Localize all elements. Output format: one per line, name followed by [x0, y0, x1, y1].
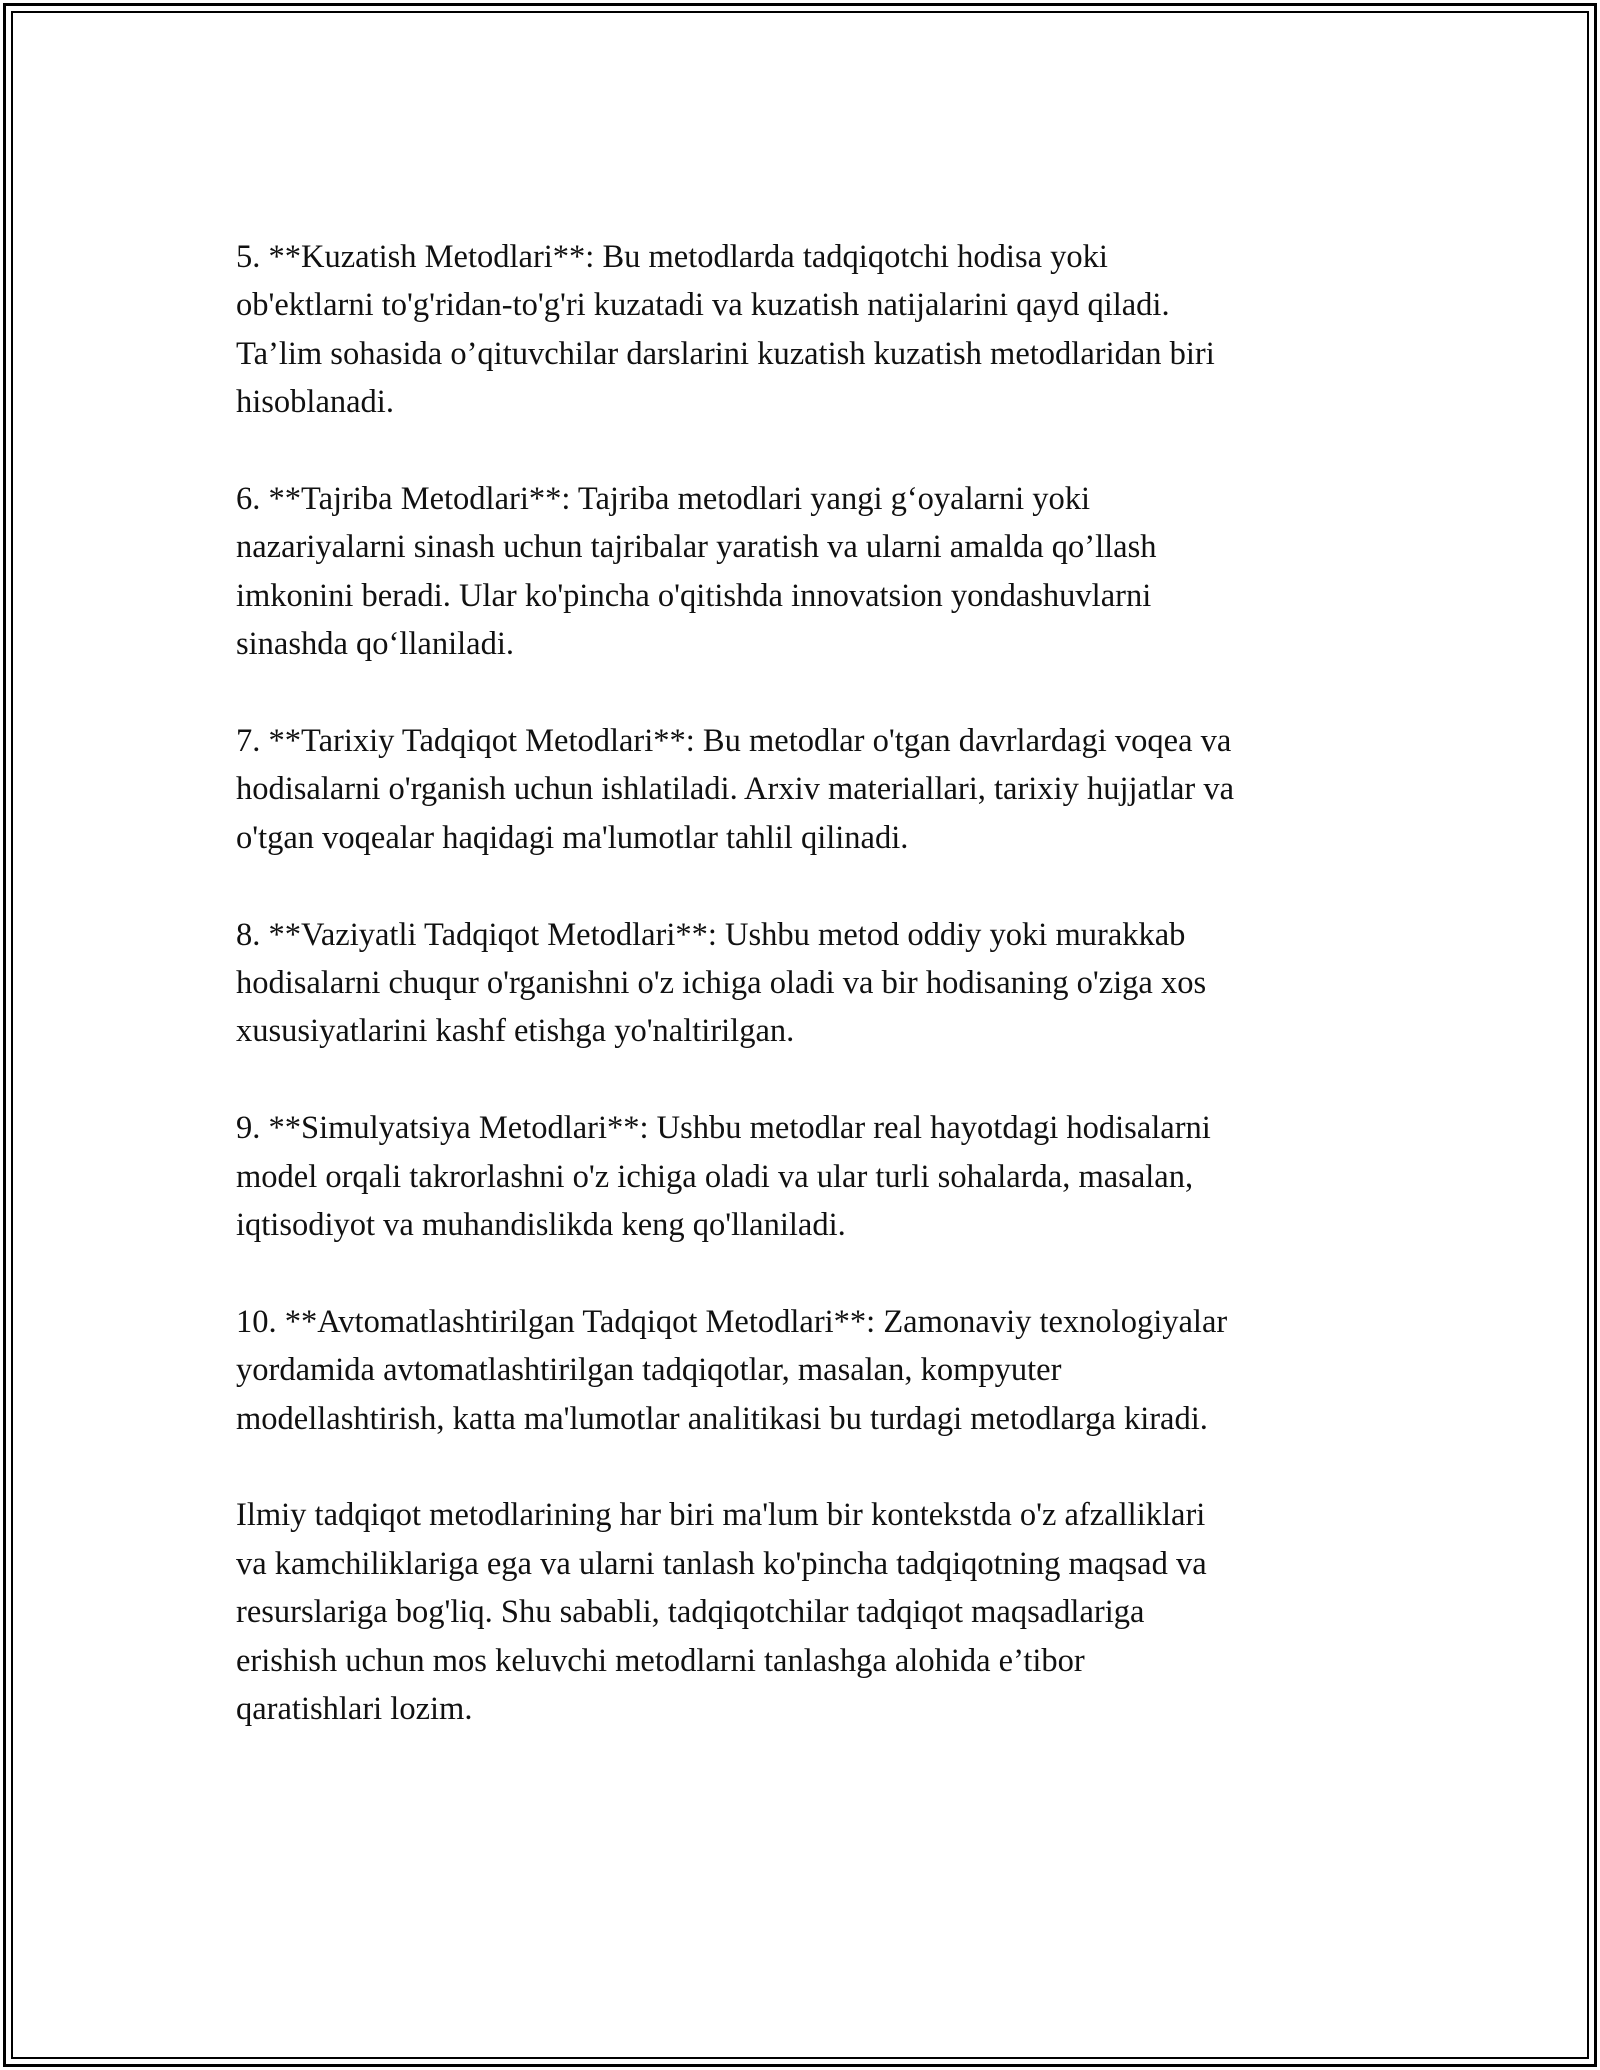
paragraph-tarixiy-tadqiqot-metodlari: 7. **Tarixiy Tadqiqot Metodlari**: Bu metodlar o'tgan davrlardagi voqea va hodisalarni o'rganish uchun ishlatiladi. Arxiv materiallari, tarixiy hujjatlar va o'tgan voqealar haqidagi ma'lumotlar tahlil qilinadi.: [236, 723, 1235, 856]
paragraph-kuzatish-metodlari: 5. **Kuzatish Metodlari**: Bu metodlarda tadqiqotchi hodisa yoki ob'ektlarni to'g'ridan-to'g'ri kuzatadi va kuzatish natijalarini qayd qiladi. Ta’lim sohasida o’qituvchilar darslarini kuzatish kuzatish metodlaridan biri hisoblanadi.: [236, 239, 1215, 421]
paragraph-conclusion: Ilmiy tadqiqot metodlarining har biri ma'lum bir kontekstda o'z afzalliklari va kamchiliklariga ega va ularni tanlash ko'pincha tadqiqotning maqsad va resurslariga bog'liq. Shu sababli, tadqiqotchilar tadqiqot maqsadlariga erishish uchun mos keluvchi metodlarni tanlashga alohida e’tibor qaratishlari lozim.: [236, 1497, 1207, 1728]
paragraph-simulyatsiya-metodlari: 9. **Simulyatsiya Metodlari**: Ushbu metodlar real hayotdagi hodisalarni model orqali takrorlashni o'z ichiga oladi va ular turli sohalarda, masalan, iqtisodiyot va muhandislikda keng qo'llaniladi.: [236, 1110, 1211, 1244]
paragraph-avtomatlashtirilgan-tadqiqot-metodlari: 10. **Avtomatlashtirilgan Tadqiqot Metodlari**: Zamonaviy texnologiyalar yordamida avtomatlashtirilgan tadqiqotlar, masalan, kompyuter modellashtirish, katta ma'lumotlar analitikasi bu turdagi metodlarga kiradi.: [236, 1303, 1228, 1437]
document-body: [236, 233, 1376, 1782]
paragraph-tajriba-metodlari: 6. **Tajriba Metodlari**: Tajriba metodlari yangi g‘oyalarni yoki nazariyalarni sinash uchun tajribalar yaratish va ularni amalda qo’llash imkonini beradi. Ular ko'pincha o'qitishda innovatsion yondashuvlarni sinashda qo‘llaniladi.: [236, 481, 1157, 663]
paragraph-vaziyatli-tadqiqot-metodlari: 8. **Vaziyatli Tadqiqot Metodlari**: Ushbu metod oddiy yoki murakkab hodisalarni chuqur o'rganishni o'z ichiga oladi va bir hodisaning o'ziga xos xususiyatlarini kashf etishga yo'naltirilgan.: [236, 916, 1207, 1050]
